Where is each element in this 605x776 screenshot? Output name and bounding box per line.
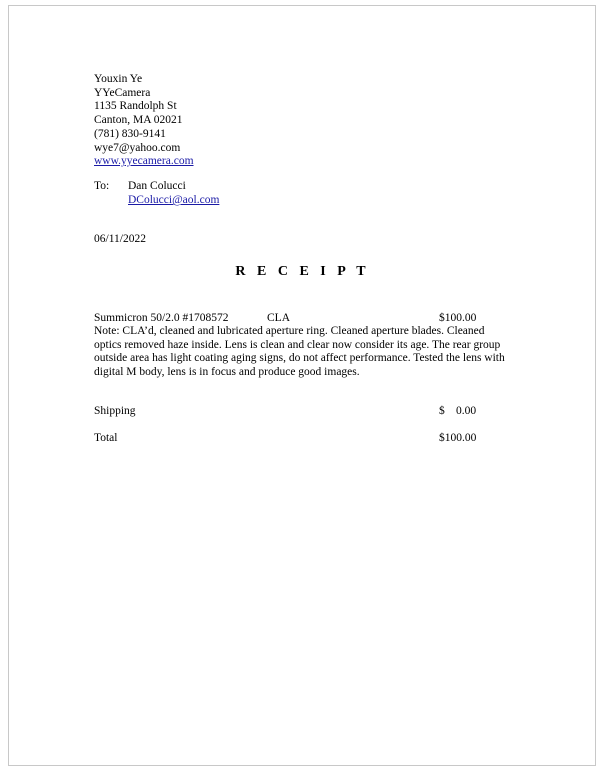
sender-address-block — [94, 73, 194, 169]
item-description: Summicron 50/2.0 #1708572 — [94, 312, 229, 324]
recipient-email-link[interactable]: DColucci@aol.com — [128, 194, 220, 206]
shipping-amount: 0.00 — [456, 405, 477, 417]
sender-website-link[interactable]: www.yyecamera.com — [94, 155, 194, 168]
sender-name: Youxin Ye — [94, 73, 143, 85]
receipt-date: 06/11/2022 — [94, 233, 146, 245]
sender-email: wye7@yahoo.com — [94, 141, 181, 154]
receipt-title: R E C E I P T — [235, 264, 370, 279]
sender-street: 1135 Randolph St — [94, 100, 177, 113]
to-label: To: — [94, 180, 110, 192]
sender-company: YYeCamera — [94, 86, 151, 99]
total-amount: $100.00 — [439, 432, 477, 444]
item-note: Note: CLA’d, cleaned and lubricated aperture ring. Cleaned aperture blades. Cleaned optics removed haze inside. Lens is clean and clear now consider its age. The rear group outside area has light coating aging signs, do not affect performance. Tested the lens with digital M body, lens is in focus and produce good images. — [94, 325, 505, 378]
item-price: $100.00 — [439, 312, 477, 324]
total-label: Total — [94, 432, 118, 444]
sender-phone: (781) 830-9141 — [94, 127, 166, 140]
shipping-label: Shipping — [94, 405, 136, 417]
shipping-currency: $ — [439, 405, 445, 417]
item-service: CLA — [267, 312, 290, 324]
recipient-name: Dan Colucci — [128, 180, 186, 192]
sender-city: Canton, MA 02021 — [94, 114, 183, 127]
